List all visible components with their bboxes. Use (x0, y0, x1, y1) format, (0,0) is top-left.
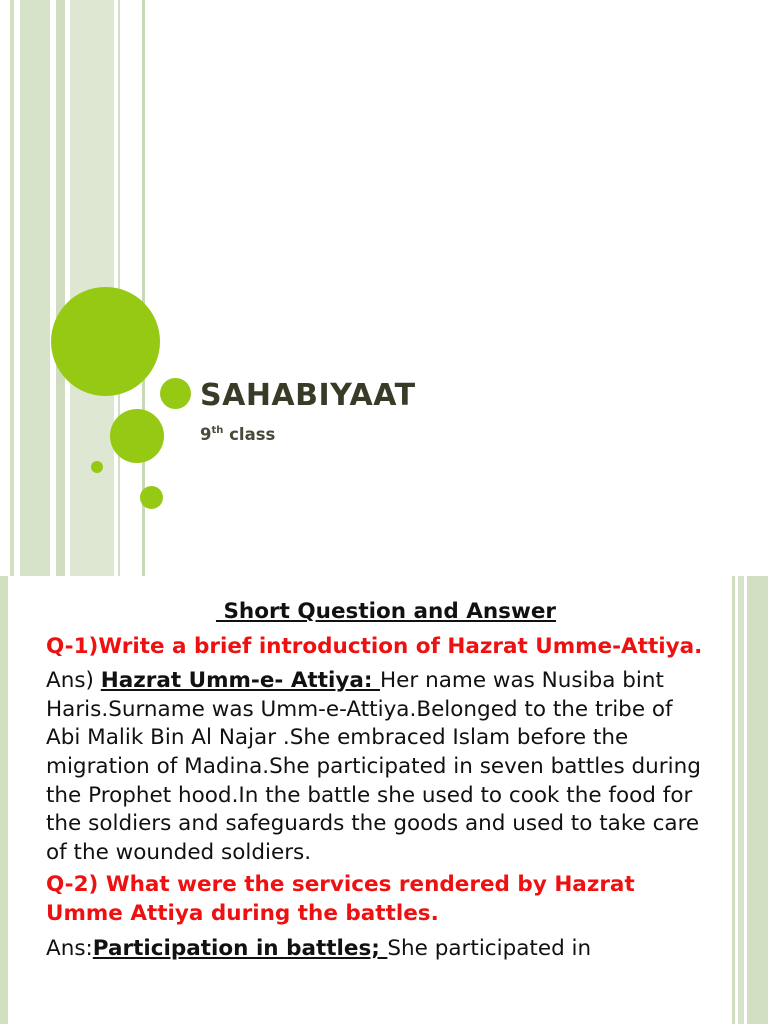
decorative-circle-small (160, 378, 191, 409)
subtitle-text: class (223, 425, 276, 444)
subtitle-ordinal-suffix: th (211, 424, 224, 436)
decorative-circle-small (140, 486, 163, 509)
decorative-stripe (10, 0, 14, 576)
decorative-stripe (732, 576, 735, 1024)
answer-prefix: Ans: (46, 935, 93, 961)
answer-term: Hazrat Umm-e- Attiya: (100, 668, 381, 694)
slide-subtitle (200, 425, 275, 444)
decorative-stripe (0, 576, 8, 1024)
decorative-circle-medium (110, 409, 164, 463)
decorative-stripe (747, 576, 768, 1024)
answer-prefix: Ans) (46, 668, 101, 694)
decorative-stripe (56, 0, 65, 576)
answer-2 (46, 935, 706, 964)
section-heading: Short Question and Answer (215, 599, 557, 624)
question-2: Q-2) What were the services rendered by Hazrat Umme Attiya during the battles. (46, 872, 635, 926)
decorative-stripe (20, 0, 50, 576)
answer-text: Her name was Nusiba bint Haris.Surname was Umm-e-Attiya.Belonged to the tribe of Abi Malik Bin Al Najar .She embraced Islam before the migration of Madina.She participated in seven battles during the Prophet hood.In the battle she used to cook the food for the soldiers and safeguards the goods and used to take care of the wounded soldiers. (46, 668, 701, 865)
answer-1 (46, 667, 706, 867)
decorative-circle-large (51, 287, 160, 396)
slide-title: SAHABIYAAT (200, 378, 416, 413)
answer-text: She participated in (387, 935, 592, 961)
qa-content (46, 598, 706, 967)
answer-term: Participation in battles; (92, 935, 388, 961)
decorative-stripe (738, 576, 744, 1024)
question-1: Q-1)Write a brief introduction of Hazrat Umme-Attiya. (46, 633, 703, 659)
subtitle-number: 9 (200, 425, 212, 444)
decorative-circle-tiny (91, 461, 103, 473)
qa-slide (0, 576, 768, 1024)
